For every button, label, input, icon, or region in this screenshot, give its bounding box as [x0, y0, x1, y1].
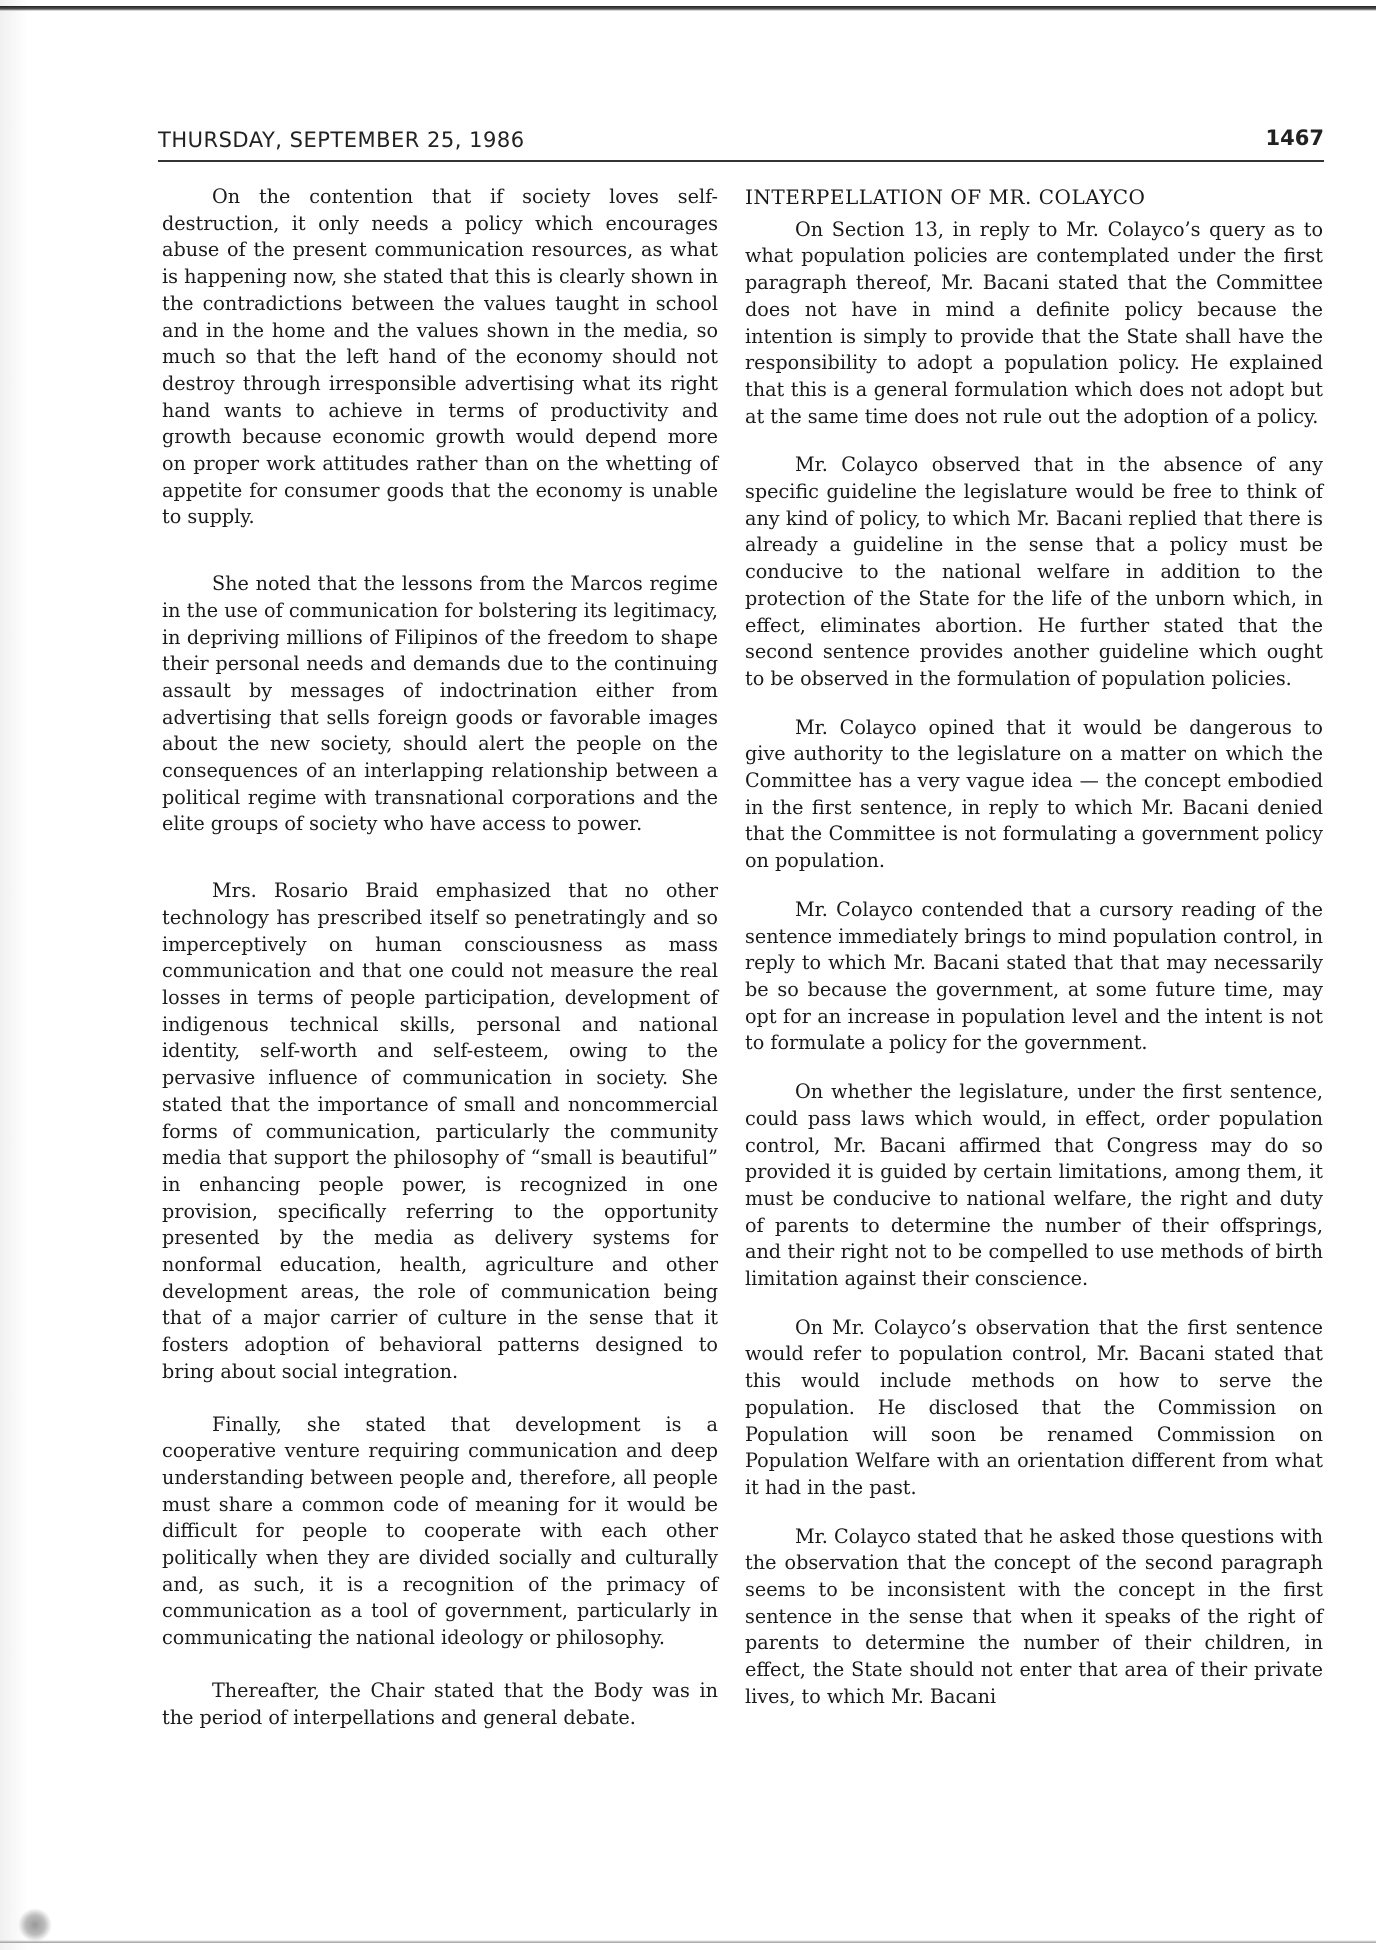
paragraph: Mr. Colayco contended that a cursory reading of the sentence immediately brings to mind population control, in reply to which Mr. Bacani stated that that may necessarily be so because the government, at some future time, may opt for an increase in population level and the intent is not to formulate a policy for the government.	[745, 897, 1323, 1055]
paragraph: Mr. Colayco opined that it would be dangerous to give authority to the legislature on a matter on which the Committee has a very vague idea — the concept embodied in the first sentence, in reply to which Mr. Bacani denied that the Committee is not formulating a government policy on population.	[745, 715, 1323, 873]
paragraph: Thereafter, the Chair stated that the Body was in the period of interpellations and general debate.	[162, 1678, 718, 1729]
paragraph: Mrs. Rosario Braid emphasized that no other technology has prescribed itself so penetratingly and so imperceptively on human consciousness as mass communication and that one could not measure the real losses in terms of people participation, development of indigenous technical skills, personal and national identity, self-worth and self-esteem, owing to the pervasive influence of communication in society. She stated that the importance of small and noncommercial forms of communication, particularly the community media that support the philosophy of “small is beautiful” in enhancing people power, is recognized in one provision, specifically referring to the opportunity presented by the media as delivery systems for nonformal education, health, agriculture and other development areas, the role of communication being that of a major carrier of culture in the sense that it fosters adoption of behavioral patterns designed to bring about social integration.	[162, 879, 718, 1383]
scan-top-border	[0, 6, 1376, 11]
paragraph: On Mr. Colayco’s observation that the first sentence would refer to population control, Mr. Bacani stated that this would include methods on how to serve the population. He disclosed that the Commission on Population will soon be renamed Commission on Population Welfare with an orientation different from what it had in the past.	[745, 1315, 1323, 1499]
page-header	[158, 124, 1324, 164]
library-seal-icon	[18, 1908, 52, 1942]
page-number: 1467	[1265, 126, 1324, 150]
paragraph: Mr. Colayco observed that in the absence of any specific guideline the legislature would be free to think of any kind of policy, to which Mr. Bacani replied that there is already a guideline in the sense that a policy must be conducive to the national welfare in addition to the protection of the State for the life of the unborn which, in effect, eliminates abortion. He further stated that the second sentence provides another guideline which ought to be observed in the formulation of population policies.	[745, 453, 1323, 690]
right-column	[745, 184, 1323, 1733]
header-date: THURSDAY, SEPTEMBER 25, 1986	[158, 128, 525, 152]
scan-left-edge	[0, 0, 28, 1950]
paragraph: On Section 13, in reply to Mr. Colayco’s query as to what population policies are contemplated under the first paragraph thereof, Mr. Bacani stated that the Committee does not have in mind a definite policy because the intention is simply to provide that the State shall have the responsibility to adopt a population policy. He explained that this is a general formulation which does not adopt but at the same time does not rule out the adoption of a policy.	[745, 217, 1323, 428]
header-rule	[158, 160, 1324, 162]
section-heading: INTERPELLATION OF MR. COLAYCO	[745, 185, 1146, 209]
paragraph: On whether the legislature, under the first sentence, could pass laws which would, in effect, order population control, Mr. Bacani affirmed that Congress may do so provided it is guided by certain limitations, among them, it must be conducive to national welfare, the right and duty of parents to determine the number of their offsprings, and their right not to be compelled to use methods of birth limitation against their conscience.	[745, 1080, 1323, 1291]
left-column	[162, 184, 718, 1757]
paragraph: Mr. Colayco stated that he asked those questions with the observation that the concept of the second paragraph seems to be inconsistent with the concept in the first sentence in the sense that when it speaks of the right of parents to determine the number of their children, in effect, the State should not enter that area of their private lives, to which Mr. Bacani	[745, 1524, 1323, 1708]
paragraph: On the contention that if society loves self-destruction, it only needs a policy which encourages abuse of the present communication resources, as what is happening now, she stated that this is clearly shown in the contradictions between the values taught in school and in the home and the values shown in the media, so much so that the left hand of the economy should not destroy through irresponsible advertising what its right hand wants to achieve in terms of productivity and growth because economic growth would depend more on proper work attitudes rather than on the whetting of appetite for consumer goods that the economy is unable to supply.	[162, 185, 718, 529]
paragraph: She noted that the lessons from the Marcos regime in the use of communication for bolstering its legitimacy, in depriving millions of Filipinos of the freedom to shape their personal needs and demands due to the continuing assault by messages of indoctrination either from advertising that sells foreign goods or favorable images about the new society, should alert the people on the consequences of an interlapping relationship between a political regime with transnational corporations and the elite groups of society who have access to power.	[162, 572, 718, 836]
footer-rule	[0, 1940, 1376, 1943]
paragraph: Finally, she stated that development is a cooperative venture requiring communication and deep understanding between people and, therefore, all people must share a common code of meaning for it would be difficult for people to cooperate with each other politically when they are divided socially and culturally and, as such, it is a recognition of the primacy of communication as a tool of government, particularly in communicating the national ideology or philosophy.	[162, 1412, 718, 1650]
